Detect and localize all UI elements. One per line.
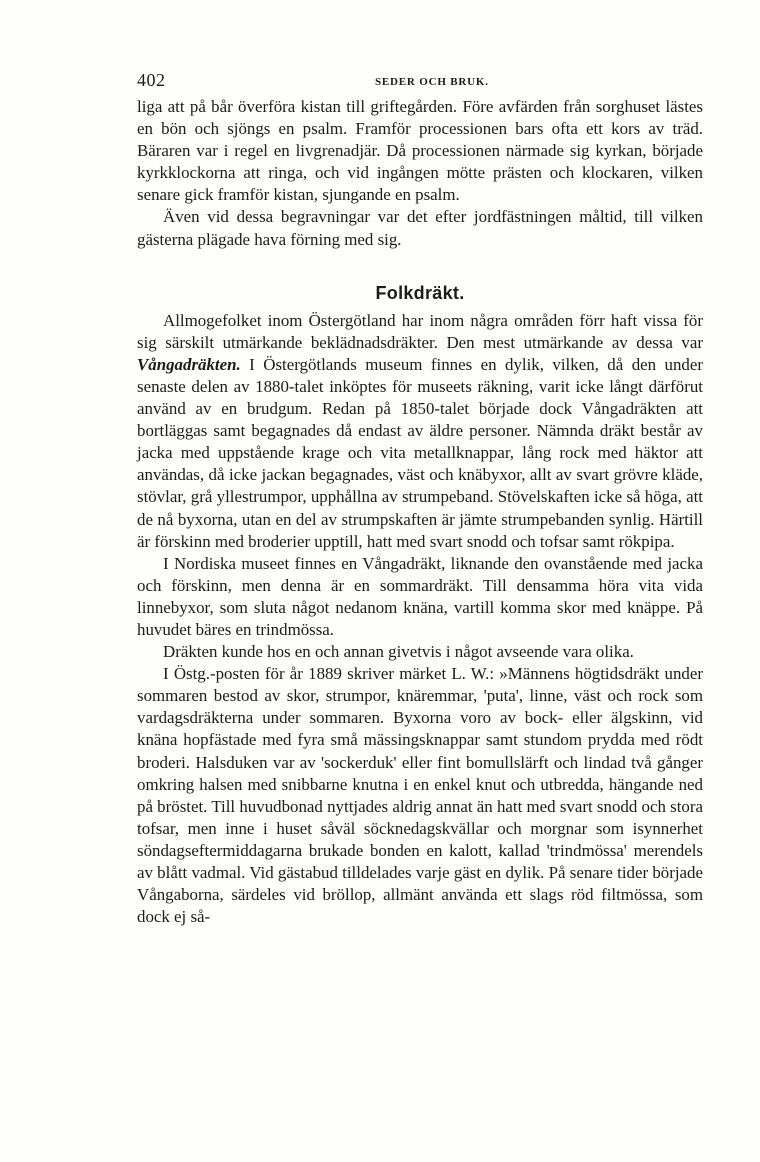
paragraph-burial-meal: Även vid dessa begravningar var det efter jordfästningen måltid, till vilken gästerna plägade hava förning med sig. (137, 207, 703, 249)
paragraph-vangadrakten (137, 310, 703, 553)
paragraph-text: Allmogefolket inom Östergötland har inom några områden förr haft vissa för sig särskilt utmärkande beklädnadsdräkter. Den mest utmärkande av dessa var (137, 310, 703, 352)
page-header (137, 62, 703, 96)
paragraph-text: I Östergötlands museum finnes en dylik, vilken, då den under senaste delen av 1880-talet inköptes för museets räkning, varit icke långt därförut använd av en brudgum. Redan på 1850-talet började dock Vångadräkten att bortläggas samt begagnades då endast av äldre personer. Nämnda dräkt består av jacka med uppstående krage och vita metallknappar, lång rock med häktor att användas, då icke jackan begagnades, väst och knäbyxor, allt av svart grövre kläde, stövlar, grå yllestrumpor, upphållna av strumpeband. Stövelskaften icke så höga, att de nå byxorna, utan en del av strumpskaften är jämte strumpebanden synlig. Härtill är förskinn med broderier upptill, hatt med svart snodd och tofsar samt rökpipa. (137, 354, 703, 551)
page-number: 402 (137, 70, 166, 90)
term-vangadrakten: Vångadräkten. (137, 354, 241, 374)
section-heading-folkdrakt: Folkdräkt. (375, 282, 465, 303)
running-head: SEDER OCH BRUK. (375, 76, 489, 88)
paragraph-nordiska-museet: I Nordiska museet finnes en Vångadräkt, liknande den ovanstående med jacka och förskinn, men denna är en sommardräkt. Till densamma höra vita vida linnebyxor, som sluta något nedanom knäna, vartill komma skor med knäppe. På huvudet bäres en trindmössa. (137, 553, 703, 639)
paragraph-burial-procession: liga att på bår överföra kistan till griftegården. Före avfärden från sorghuset lästes en bön och sjöngs en psalm. Framför processionen bars ofta ett kors av träd. Bäraren var i regel en livgrenadjär. Då processionen närmade sig kyrkan, började kyrkklockorna att ringa, och vid ingången mötte prästen och klockaren, vilken senare gick framför kistan, sjungande en psalm. (137, 97, 703, 205)
paragraph-ostg-posten: I Östg.-posten för år 1889 skriver märket L. W.: »Männens högtidsdräkt under sommaren bestod av skor, strumpor, knäremmar, 'puta', linne, väst och rock som vardagsdräkterna under sommaren. Byxorna voro av bock- eller älgskinn, vid knäna hopfästade med fyra små mässingsknappar samt stundom prydda med rödt broderi. Halsduken var av 'sockerduk' eller fint bomullslärft och lindad två gånger omkring halsen med snibbarne knutna i en enkel knut och utbredda, hängande ned på bröstet. Till huvudbonad nyttjades aldrig annat än hatt med svart snodd och stora tofsar, men inne i huset såväl söcknedagskvällar och morgnar som isynnerhet söndagseftermiddagarna brukade bonden en kalott, kallad 'trindmössa' merendels av blått vadmal. Vid gästabud tilldelades varje gäst en dylik. På senare tider började Vångaborna, särdeles vid bröllop, allmänt använda ett slags röd filtmössa, som dock ej så- (137, 664, 703, 927)
paragraph-variation: Dräkten kunde hos en och annan givetvis i något avseende vara olika. (163, 642, 634, 662)
book-page (137, 62, 703, 928)
body-text (137, 96, 703, 928)
